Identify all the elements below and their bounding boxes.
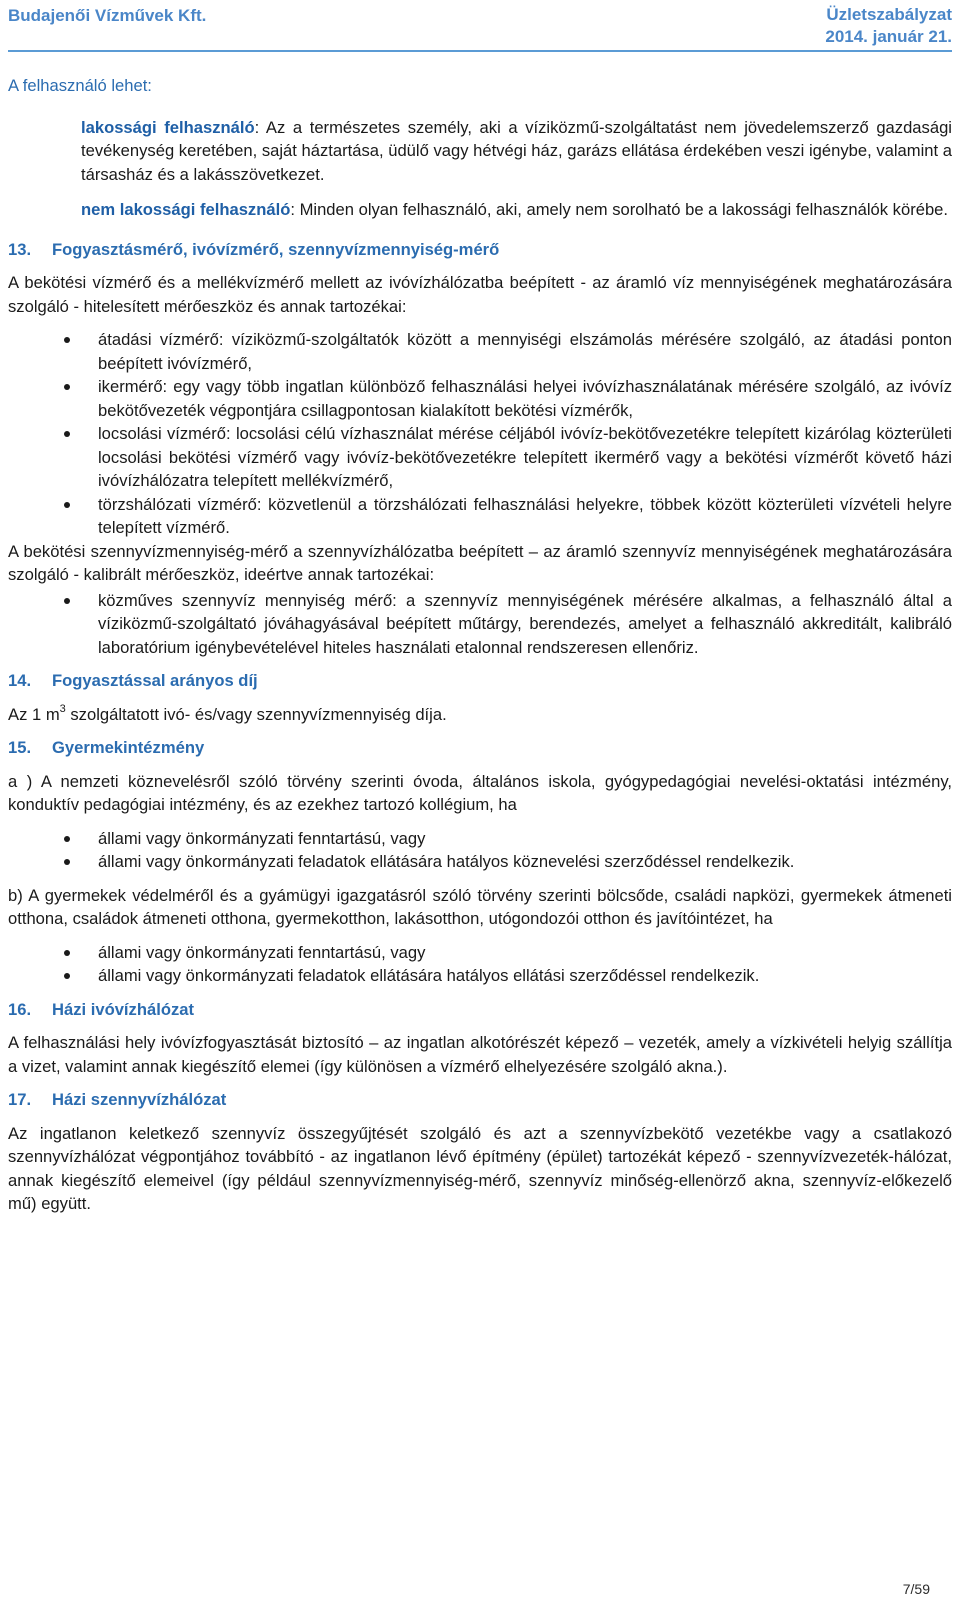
definition-term: lakossági felhasználó [81, 117, 255, 137]
superscript: 3 [59, 702, 66, 715]
section-number: 15. [8, 738, 32, 757]
page-header [8, 2, 952, 52]
list-item: törzshálózati vízmérő: közvetlenül a törzshálózati felhasználási helyekre, többek között közterületi vízvételi helyre telepített vízmérő. [98, 493, 952, 540]
section-13-paragraph-2: A bekötési szennyvízmennyiség-mérő a szennyvízhálózatba beépített – az áramló szennyvíz mennyiségének meghatározására szolgáló - kalibrált mérőeszköz, ideértve annak tartozékai: [8, 541, 952, 584]
section-16-heading [8, 998, 952, 1022]
section-title: Házi ivóvízhálózat [52, 999, 195, 1019]
section-title: Fogyasztással arányos díj [52, 671, 258, 690]
section-13-paragraph-1: A bekötési vízmérő és a mellékvízmérő mellett az ivóvízhálózatba beépített - az áramló víz mennyiségének meghatározására szolgáló - hitelesített mérőeszköz és annak tartozékai: [8, 273, 952, 316]
definition-text: : Minden olyan felhasználó, aki, amely nem sorolható be a lakossági felhasználók körébe. [290, 200, 949, 219]
section-number: 17. [8, 1090, 32, 1109]
section-15-list-b [8, 941, 952, 988]
section-17-text: Az ingatlanon keletkező szennyvíz összegyűjtését szolgáló és azt a szennyvízbekötő vezetékbe vagy a csatlakozó szennyvízhálózat végpontjához továbbító - az ingatlanon lévő építmény (épület) tartozékát képező - szennyvízvezeték-hálózat, annak kiegészítő elemeivel (így például szennyvízmennyiség-mérő, szennyvíz minőség-ellenörző akna, szennyvíz-előkezelő mű) együtt. [8, 1123, 952, 1213]
text-part: szolgáltatott ivó- és/vagy szennyvízmennyiség díja. [65, 704, 447, 724]
section-title: Házi szennyvízhálózat [52, 1090, 227, 1109]
section-14-heading [8, 669, 952, 693]
definition-term: nem lakossági felhasználó [81, 200, 291, 219]
section-title: Gyermekintézmény [52, 738, 205, 757]
section-15-heading [8, 736, 952, 760]
document-date: 2014. január 21. [825, 27, 952, 46]
document-title: Üzletszabályzat [826, 5, 952, 24]
section-15-paragraph-b: b) A gyermekek védelméről és a gyámügyi igazgatásról szóló törvény szerinti bölcsőde, családi napközi, gyermekek átmeneti otthona, családok átmeneti otthona, gyermekotthon, lakásotthon, utógondozói otthon és javítóintézet, ha [8, 885, 952, 928]
list-item: locsolási vízmérő: locsolási célú vízhasználat mérése céljából ivóvíz-bekötővezetékre telepített kizárólag közterületi locsolási bekötési vízmérő vagy ivóvíz-bekötővezetékre telepített ikermérő vagy a bekötési vízmérőt követő házi ivóvízhálózatra telepített mellékvízmérő, [98, 422, 952, 493]
section-17-heading [8, 1088, 952, 1112]
company-name: Budajenői Vízművek Kft. [8, 6, 207, 25]
list-item: állami vagy önkormányzati fenntartású, vagy [98, 827, 952, 851]
header-right [825, 4, 952, 48]
section-number: 14. [8, 671, 32, 690]
intro-text: A felhasználó lehet: [8, 76, 152, 95]
section-15-list-a [8, 827, 952, 874]
section-16-text: A felhasználási hely ivóvízfogyasztását biztosító – az ingatlan alkotórészét képező – vezeték, amely a vízkivételi helyig szállítja a vizet, valamint annak kiegészítő elemei (így különösen a vízmérő elhelyezésére szolgáló akna.). [8, 1033, 952, 1076]
section-13-heading [8, 238, 952, 262]
definition-nem-lakossagi [8, 198, 952, 222]
list-item: közműves szennyvíz mennyiség mérő: a szennyvíz mennyiségének mérésére alkalmas, a felhasználó által a víziközmű-szolgáltató jóváhagyásával beépített műtárgy, berendezés, amelyet a felhasználó akkreditált, kalibráló laboratórium igénybevételével hiteles használati etalonnal rendszeresen ellenőriz. [98, 589, 952, 660]
definition-lakossagi [8, 116, 952, 187]
text-part: Az 1 m [8, 704, 60, 724]
list-item: állami vagy önkormányzati feladatok ellátására hatályos köznevelési szerződéssel rendelkezik. [98, 850, 952, 874]
section-15-paragraph-a: a ) A nemzeti köznevelésről szóló törvény szerinti óvoda, általános iskola, gyógypedagógiai nevelési-oktatási intézmény, konduktív pedagógiai intézmény, és az ezekhez tartozó kollégium, ha [8, 771, 952, 814]
list-item: átadási vízmérő: víziközmű-szolgáltatók között a mennyiségi elszámolás mérésére szolgáló, az átadási ponton beépített ivóvízmérő, [98, 328, 952, 375]
section-title: Fogyasztásmérő, ivóvízmérő, szennyvízmennyiség-mérő [52, 239, 500, 259]
page-number: 7/59 [902, 1581, 930, 1597]
section-13-meter-list [8, 328, 952, 540]
list-item: állami vagy önkormányzati fenntartású, vagy [98, 941, 952, 965]
section-number: 13. [8, 239, 32, 259]
list-item: ikermérő: egy vagy több ingatlan különböző felhasználási helyei ivóvízhasználatának mérésére szolgáló, az ivóvíz bekötővezeték végpontjára csillagpontosan kialakított bekötési vízmérők, [98, 375, 952, 422]
section-13-wastewater-list [8, 589, 952, 660]
page-content [8, 74, 952, 1216]
section-number: 16. [8, 999, 32, 1019]
section-14-text [8, 703, 952, 727]
definition-text: : Az a természetes személy, aki a víziközmű-szolgáltatást nem jövedelemszerző gazdasági tevékenység keretében, saját háztartása, üdülő vagy hétvégi ház, garázs ellátása érdekében veszi igénybe, valamint a társasház és a lakásszövetkezet. [81, 117, 952, 184]
list-item: állami vagy önkormányzati feladatok ellátására hatályos ellátási szerződéssel rendelkezik. [98, 964, 952, 988]
